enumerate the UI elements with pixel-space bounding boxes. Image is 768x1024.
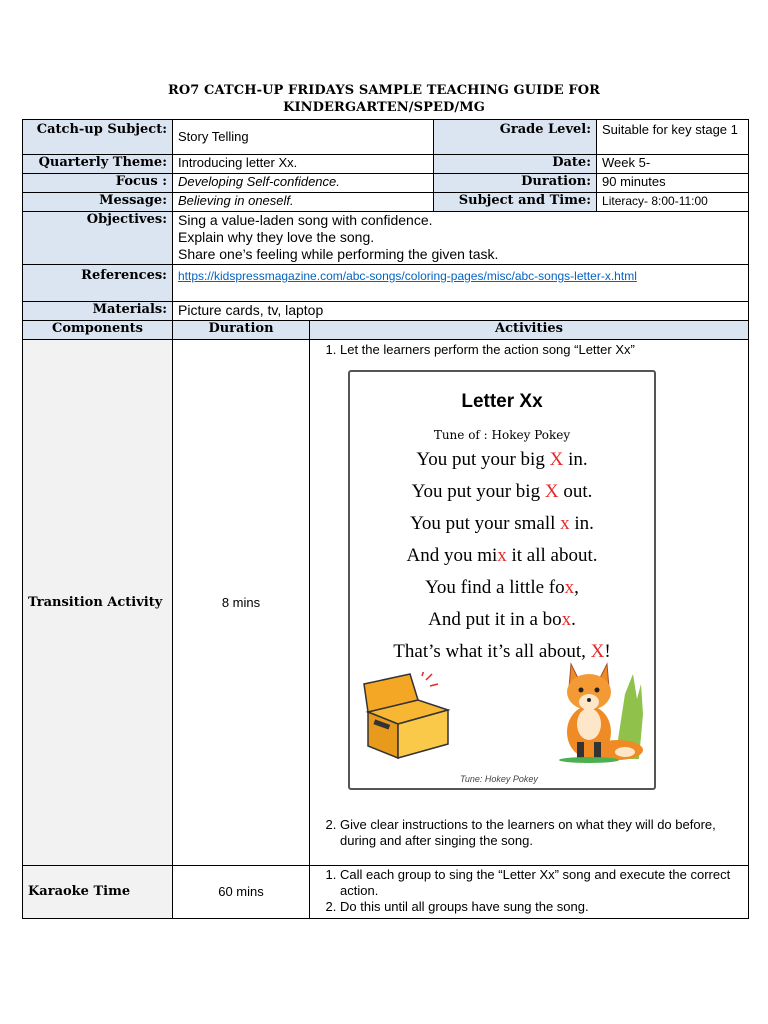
row-references (23, 265, 749, 302)
list-item: 2. Do this until all groups have sung the song. (340, 899, 743, 915)
song-line: And you mix it all about. (406, 545, 598, 566)
row-objectives (23, 212, 749, 265)
objective-item: Sing a value-laden song with confidence. (178, 212, 433, 228)
activities-header: Activities (310, 321, 749, 340)
row-transition-activity (23, 340, 749, 866)
row-message (23, 193, 749, 212)
focus-label: Focus : (23, 174, 173, 193)
quarterly-theme-value: Introducing letter Xx. (173, 155, 434, 174)
document-title-line2: KINDERGARTEN/SPED/MG (283, 100, 485, 115)
component-karaoke-time: Karaoke Time (23, 866, 173, 919)
row-quarterly-theme (23, 155, 749, 174)
duration-header: Duration (173, 321, 310, 340)
objectives-value (173, 212, 749, 265)
references-label: References: (23, 265, 173, 302)
objectives-label: Objectives: (23, 212, 173, 265)
activities-karaoke-time (310, 866, 749, 919)
fox-icon (555, 654, 650, 766)
duration-karaoke-time: 60 mins (173, 866, 310, 919)
song-line: You put your big X in. (416, 449, 588, 470)
duration-label: Duration: (434, 174, 597, 193)
song-line: You put your big X out. (411, 481, 593, 502)
row-karaoke-time (23, 866, 749, 919)
activity-list (310, 817, 743, 849)
song-tune: Tune of : Hokey Pokey (433, 428, 571, 442)
reference-link[interactable]: https://kidspressmagazine.com/abc-songs/coloring-pages/misc/abc-songs-letter-x.html (178, 269, 637, 283)
message-value: Believing in oneself. (173, 193, 434, 212)
date-value: Week 5- (597, 155, 749, 174)
subject-time-value: Literacy- 8:00-11:00 (597, 193, 749, 212)
activities-transition-activity (310, 340, 749, 866)
date-label: Date: (434, 155, 597, 174)
row-materials (23, 302, 749, 321)
row-catch-up-subject (23, 120, 749, 155)
song-line: And put it in a box. (428, 609, 576, 630)
references-value (173, 265, 749, 302)
song-footer: Tune: Hokey Pokey (460, 774, 538, 784)
activity-list (310, 867, 743, 915)
quarterly-theme-label: Quarterly Theme: (23, 155, 173, 174)
grade-level-value: Suitable for key stage 1 (597, 120, 749, 155)
materials-value: Picture cards, tv, laptop (173, 302, 749, 321)
row-focus (23, 174, 749, 193)
song-line: You find a little fox, (425, 577, 579, 598)
list-item: 1. Call each group to sing the “Letter Xx” song and execute the correct action. (340, 867, 743, 899)
duration-transition-activity: 8 mins (173, 340, 310, 866)
message-label: Message: (23, 193, 173, 212)
component-transition-activity: Transition Activity (23, 340, 173, 866)
activity-list (310, 342, 743, 358)
song-card (348, 370, 656, 790)
catch-up-subject-label: Catch-up Subject: (23, 120, 173, 155)
grade-level-label: Grade Level: (434, 120, 597, 155)
list-item: 2. Give clear instructions to the learners on what they will do before, during and after singing the song. (340, 817, 743, 849)
list-item: 1. Let the learners perform the action song “Letter Xx” (340, 342, 743, 358)
components-header: Components (23, 321, 173, 340)
materials-label: Materials: (23, 302, 173, 321)
objective-item: Explain why they love the song. (178, 229, 375, 245)
song-title: Letter Xx (461, 391, 543, 412)
duration-value: 90 minutes (597, 174, 749, 193)
row-column-headers (23, 321, 749, 340)
box-icon (358, 672, 453, 762)
subject-time-label: Subject and Time: (434, 193, 597, 212)
focus-value: Developing Self-confidence. (173, 174, 434, 193)
document-title-line1: RO7 CATCH-UP FRIDAYS SAMPLE TEACHING GUIDE FOR (167, 83, 601, 98)
teaching-guide-table (22, 119, 749, 919)
song-line: You put your small x in. (410, 513, 594, 534)
song-line: That’s what it’s all about, X! (393, 641, 611, 662)
objective-item: Share one’s feeling while performing the given task. (178, 246, 499, 262)
catch-up-subject-value: Story Telling (173, 120, 434, 155)
